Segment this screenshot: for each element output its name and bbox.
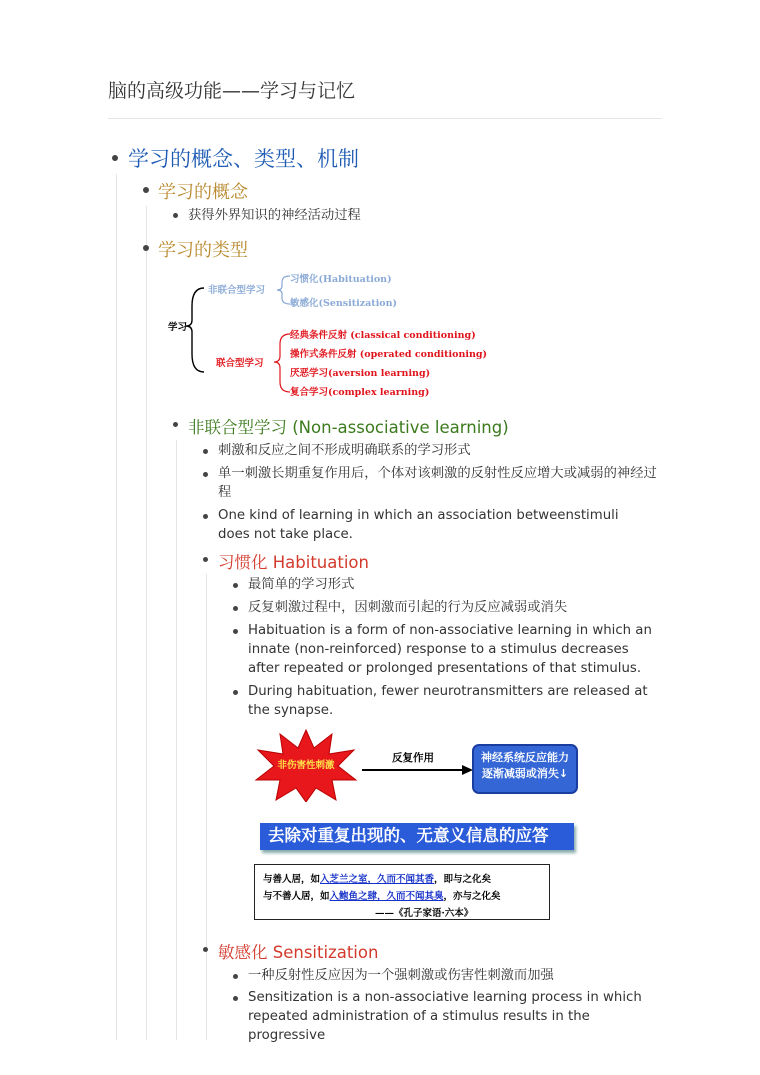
heading-nonassociative-learning: 非联合型学习 (Non-associative learning) bbox=[188, 418, 509, 437]
heading-learning-types: 学习的类型 bbox=[158, 240, 248, 261]
quote-text: ，亦与之化矣 bbox=[443, 891, 501, 902]
bullet-dot bbox=[233, 996, 238, 1001]
bullet-dot bbox=[233, 583, 238, 588]
quote-source: ——《孔子家语·六本》 bbox=[375, 908, 474, 919]
quote-text: 与善人居，如 bbox=[263, 874, 321, 885]
bullet-dot bbox=[173, 213, 178, 218]
diagram-assoc-item: 经典条件反射 (classical conditioning) bbox=[290, 330, 476, 341]
diagram-nonassoc-item: 习惯化(Habituation) bbox=[290, 274, 392, 285]
diagram-assoc-item: 厌恶学习(aversion learning) bbox=[290, 368, 431, 379]
list-item: 刺激和反应之间不形成明确联系的学习形式 bbox=[218, 443, 471, 458]
bullet-dot bbox=[112, 155, 118, 161]
heading-habituation: 习惯化 Habituation bbox=[218, 553, 369, 572]
bullet-dot bbox=[143, 187, 149, 193]
quote-text: 与不善人居，如 bbox=[263, 891, 330, 902]
list-item: 最简单的学习形式 bbox=[248, 577, 355, 592]
heading-learning-concept: 学习的概念 bbox=[158, 182, 248, 203]
confucius-quote-box bbox=[254, 864, 550, 920]
diagram-root-label: 学习 bbox=[168, 322, 188, 333]
guide-line-l1 bbox=[116, 174, 117, 1040]
bullet-dot bbox=[233, 974, 238, 979]
arrow-label: 反复作用 bbox=[392, 752, 434, 764]
quote-text: ，即与之化矣 bbox=[434, 874, 492, 885]
quote-line-2 bbox=[263, 888, 541, 905]
bullet-dot bbox=[143, 245, 149, 251]
title-divider bbox=[108, 118, 662, 119]
guide-line-l2 bbox=[146, 206, 147, 1040]
bullet-dot bbox=[203, 947, 208, 952]
habituation-figure bbox=[254, 728, 594, 802]
bullet-dot bbox=[203, 514, 208, 519]
list-item: 反复刺激过程中，因刺激而引起的行为反应减弱或消失 bbox=[248, 600, 568, 615]
arrow-right-icon bbox=[362, 764, 474, 776]
bullet-dot bbox=[203, 449, 208, 454]
result-line-1: 神经系统反应能力 bbox=[481, 751, 569, 764]
guide-line-l3 bbox=[176, 440, 177, 1040]
result-line-2: 逐渐减弱或消失↓ bbox=[481, 767, 569, 780]
guide-line-l4 bbox=[206, 574, 207, 1040]
diagram-nonassoc-label: 非联合型学习 bbox=[208, 285, 266, 296]
list-item: One kind of learning in which an association betweenstimuli does not take place. bbox=[218, 508, 619, 542]
bullet-dot bbox=[203, 557, 208, 562]
heading-sensitization: 敏感化 Sensitization bbox=[218, 943, 379, 962]
bullet-dot bbox=[233, 629, 238, 634]
quote-highlight: 入鲍鱼之肆，久而不闻其臭 bbox=[329, 891, 444, 902]
list-item: 一种反射性反应因为一个强刺激或伤害性刺激而加强 bbox=[248, 968, 554, 983]
diagram-assoc-label: 联合型学习 bbox=[216, 358, 264, 369]
list-item: During habituation, fewer neurotransmitters are released at the synapse. bbox=[248, 684, 648, 718]
bullet-dot bbox=[233, 606, 238, 611]
diagram-assoc-item: 复合学习(complex learning) bbox=[290, 387, 430, 398]
bullet-dot bbox=[233, 690, 238, 695]
star-label: 非伤害性刺激 bbox=[277, 760, 335, 771]
list-item: Habituation is a form of non-associative learning in which an innate (non-reinforced) response to a stimulus decreases after repeated or prolonged presentations of that stimulus. bbox=[248, 623, 652, 676]
list-item: 获得外界知识的神经活动过程 bbox=[188, 208, 361, 223]
heading-learning-overview: 学习的概念、类型、机制 bbox=[128, 147, 359, 171]
quote-highlight: 入芝兰之室，久而不闻其香 bbox=[320, 874, 435, 885]
list-item: 单一刺激长期重复作用后，个体对该刺激的反射性反应增大或减弱的神经过程 bbox=[218, 466, 657, 500]
learning-types-diagram bbox=[160, 266, 490, 402]
quote-line-1 bbox=[263, 871, 541, 888]
diagram-nonassoc-item: 敏感化(Sensitization) bbox=[290, 298, 398, 309]
diagram-assoc-item: 操作式条件反射 (operated conditioning) bbox=[290, 349, 488, 360]
result-box bbox=[472, 744, 578, 794]
bullet-dot bbox=[203, 472, 208, 477]
bullet-dot bbox=[173, 422, 178, 427]
list-item: Sensitization is a non-associative learning process in which repeated administration of a stimulus results in the progressive bbox=[248, 990, 642, 1043]
page-title: 脑的高级功能——学习与记忆 bbox=[108, 80, 356, 102]
habituation-banner: 去除对重复出现的、无意义信息的应答 bbox=[260, 823, 574, 850]
